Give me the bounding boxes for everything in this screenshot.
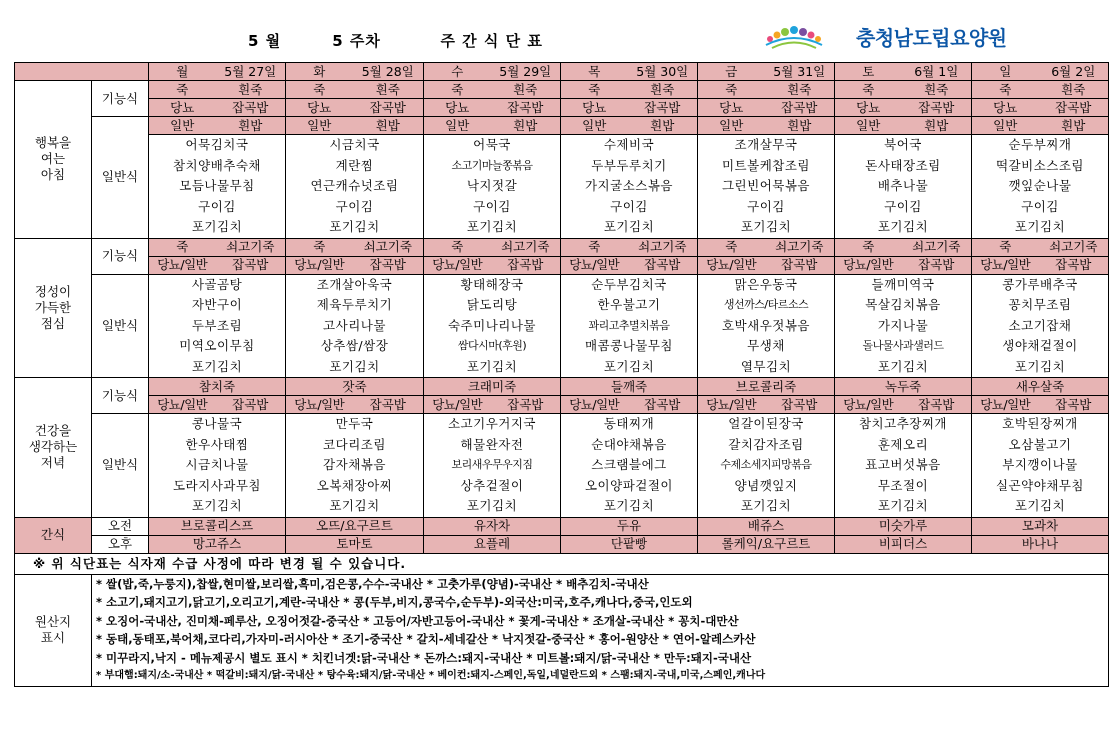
- lunch-menu-cell: [835, 274, 972, 378]
- breakfast-func-type: 당뇨: [698, 99, 765, 117]
- breakfast-func-type: 죽: [698, 81, 765, 99]
- dinner-menu-item: 포기김치: [1014, 498, 1066, 513]
- breakfast-menu-item: 조개살무국: [734, 137, 798, 152]
- dinner-menu-cell: [835, 414, 972, 518]
- lunch-func-type: 당뇨/일반: [835, 256, 902, 274]
- breakfast-menu-item: 떡갈비소스조림: [995, 157, 1085, 173]
- lunch-menu-item: 상추쌈/쌈장: [320, 338, 389, 353]
- snack-am-item: 미숫가루: [835, 517, 972, 535]
- lunch-func-type: 죽: [286, 238, 353, 256]
- lunch-menu-cell: [424, 274, 561, 378]
- breakfast-menu-cell: [972, 135, 1109, 239]
- lunch-menu-item: 포기김치: [603, 358, 655, 374]
- dinner-menu-item: 포기김치: [329, 498, 380, 513]
- lunch-func-value: 쇠고기죽: [765, 238, 835, 256]
- lunch-menu-item: 숙주미나리나물: [447, 317, 537, 333]
- dinner-menu-item: 부지깽이나물: [1002, 457, 1078, 472]
- dinner-menu-cell: [972, 414, 1109, 518]
- lunch-func-value: 쇠고기죽: [491, 238, 561, 256]
- dinner-func-value: 잡곡밥: [491, 396, 561, 414]
- lunch-menu-cell: [286, 274, 424, 378]
- breakfast-general-value: 흰밥: [1039, 117, 1109, 135]
- snack-am-item: 배쥬스: [698, 517, 835, 535]
- lunch-func-type: 죽: [149, 238, 216, 256]
- breakfast-menu-item: 북어국: [884, 137, 922, 152]
- lunch-func-value: 잡곡밥: [902, 256, 972, 274]
- lunch-menu-item: 한우불고기: [597, 297, 661, 312]
- dinner-menu-item: 훈제오리: [877, 436, 929, 452]
- dinner-menu-item: 갈치감자조림: [728, 436, 804, 452]
- lunch-menu-item: 소고기잡채: [1008, 317, 1072, 333]
- breakfast-func-type: 당뇨: [149, 99, 216, 117]
- dinner-label-line: 건강을: [34, 423, 72, 439]
- breakfast-func-type: 죽: [424, 81, 491, 99]
- breakfast-menu-item: 구이김: [610, 198, 648, 214]
- logo-text: 충청남도립요양원: [856, 26, 1007, 50]
- lunch-menu-item: 제육두루치기: [316, 297, 393, 312]
- day-date: 5월 30일: [628, 63, 698, 81]
- dinner-func-value: 잡곡밥: [765, 396, 835, 414]
- dinner-menu-item: 포기김치: [191, 498, 243, 513]
- breakfast-general-type: 일반: [835, 117, 902, 135]
- snack-am-item: 브로콜리스프: [149, 517, 286, 535]
- dinner-menu-item: 포기김치: [603, 498, 655, 513]
- dinner-func-type: 당뇨/일반: [149, 396, 216, 414]
- breakfast-general-value: 흰밥: [216, 117, 286, 135]
- breakfast-func-type: 당뇨: [972, 99, 1039, 117]
- breakfast-menu-item: 포기김치: [329, 219, 380, 234]
- breakfast-func-type: 죽: [149, 81, 216, 99]
- breakfast-menu-item: 구이김: [884, 198, 922, 214]
- dinner-menu-cell: [698, 414, 835, 518]
- dinner-menu-item: 오이양파겉절이: [584, 477, 674, 493]
- lunch-menu-item: 두부조림: [191, 317, 243, 333]
- lunch-menu-item: 맑은우동국: [734, 276, 798, 292]
- dinner-menu-cell: [286, 414, 424, 518]
- day-name: 금: [698, 63, 765, 81]
- breakfast-menu-item: 모듬나물무침: [179, 178, 255, 193]
- logo: [762, 22, 1007, 51]
- origin-line: * 쌀(밥,죽,누룽지),찹쌀,현미쌀,보리쌀,흑미,검은콩,수수-국내산 * 고춧가루(양념)-국내산 * 배추김치-국내산: [96, 576, 649, 591]
- dinner-func-value: 잡곡밥: [902, 396, 972, 414]
- dinner-menu-cell: [149, 414, 286, 518]
- breakfast-menu-item: 구이김: [1021, 198, 1059, 214]
- day-name: 목: [561, 63, 628, 81]
- lunch-menu-item: 황태해장국: [460, 276, 524, 292]
- snack-pm-item: 롤케익/요구르트: [698, 535, 835, 553]
- breakfast-menu-item: 미트볼케찹조림: [721, 157, 811, 173]
- breakfast-menu-item: 수제비국: [603, 137, 655, 152]
- breakfast-menu-cell: [286, 135, 424, 239]
- lunch-menu-cell: [149, 274, 286, 378]
- dinner-porridge: 잣죽: [286, 378, 424, 396]
- dinner-menu-item: 해물완자전: [460, 436, 524, 452]
- dinner-menu-item: 한우사태찜: [185, 436, 249, 452]
- lunch-menu-item: 무생채: [747, 338, 785, 353]
- breakfast-func-type: 당뇨: [561, 99, 628, 117]
- breakfast-func-type: 죽: [286, 81, 353, 99]
- lunch-menu-item: 꽈리고추멸치볶음: [588, 318, 670, 332]
- lunch-func-type: 죽: [561, 238, 628, 256]
- dinner-func-type: 당뇨/일반: [972, 396, 1039, 414]
- dinner-menu-item: 시금치나물: [185, 457, 249, 472]
- lunch-func-type: 죽: [972, 238, 1039, 256]
- lunch-label-line: 가득한: [34, 299, 72, 315]
- breakfast-func-value: 잡곡밥: [491, 99, 561, 117]
- lunch-menu-item: 포기김치: [191, 358, 243, 374]
- day-date: 6월 2일: [1039, 63, 1109, 81]
- snack-pm-item: 단팥빵: [561, 535, 698, 553]
- lunch-func-type: 당뇨/일반: [149, 256, 216, 274]
- dinner-menu-item: 수제소세지피망볶음: [720, 458, 812, 471]
- lunch-menu-item: 사골곰탕: [191, 276, 243, 292]
- snack-pm-item: 비피더스: [835, 535, 972, 553]
- lunch-menu-item: 가지나물: [877, 317, 929, 333]
- snack-pm-label: 오후: [92, 535, 149, 553]
- dinner-func-type: 당뇨/일반: [424, 396, 491, 414]
- header: [0, 0, 1111, 62]
- breakfast-func-value: 잡곡밥: [353, 99, 424, 117]
- breakfast-func-value: 흰죽: [765, 81, 835, 99]
- lunch-func-type: 죽: [835, 238, 902, 256]
- dinner-menu-item: 참치고추장찌개: [858, 416, 948, 431]
- origin-label: [15, 574, 92, 686]
- lunch-menu-item: 미역오이무침: [179, 338, 255, 353]
- breakfast-menu-item: 가지굴소스볶음: [584, 178, 674, 193]
- day-name: 수: [424, 63, 491, 81]
- lunch-func-value: 잡곡밥: [491, 256, 561, 274]
- dinner-menu-item: 오복채장아찌: [316, 477, 393, 493]
- lunch-general-label: 일반식: [92, 274, 149, 378]
- breakfast-menu-item: 계란찜: [335, 157, 374, 173]
- origin-line: * 미꾸라지,낙지 - 메뉴제공시 별도 표시 * 치킨너겟:닭-국내산 * 돈까스:돼지-국내산 * 미트볼:돼지/닭-국내산 * 만두:돼지-국내산: [96, 650, 752, 665]
- breakfast-label-line: 여는: [40, 151, 66, 167]
- breakfast-menu-item: 포기김치: [1014, 219, 1066, 234]
- lunch-menu-item: 포기김치: [329, 358, 380, 374]
- lunch-func-value: 잡곡밥: [628, 256, 698, 274]
- breakfast-menu-item: 깻잎순나물: [1008, 178, 1072, 193]
- lunch-menu-item: 생선까스/타르소스: [723, 298, 809, 311]
- origin-text: [92, 574, 1109, 686]
- breakfast-menu-item: 돈사태장조림: [865, 157, 941, 173]
- breakfast-func-value: 흰죽: [216, 81, 286, 99]
- lunch-func-value: 잡곡밥: [353, 256, 424, 274]
- lunch-func-type: 당뇨/일반: [561, 256, 628, 274]
- lunch-func-value: 쇠고기죽: [1039, 238, 1109, 256]
- breakfast-func-value: 흰죽: [491, 81, 561, 99]
- breakfast-func-value: 잡곡밥: [765, 99, 835, 117]
- lunch-menu-item: 생야채겉절이: [1002, 338, 1078, 353]
- breakfast-menu-item: 구이김: [747, 198, 785, 214]
- breakfast-menu-item: 포기김치: [877, 219, 929, 234]
- colorful-people-logo-icon: [762, 23, 854, 51]
- breakfast-label-line: 아침: [40, 167, 66, 183]
- corner-cell: [15, 63, 149, 81]
- lunch-menu-cell: [698, 274, 835, 378]
- snack-pm-item: 바나나: [972, 535, 1109, 553]
- dinner-menu-item: 순대야채볶음: [591, 436, 667, 452]
- day-name: 토: [835, 63, 902, 81]
- lunch-menu-item: 포기김치: [466, 358, 518, 374]
- lunch-menu-item: 꽁치무조림: [1008, 297, 1072, 312]
- breakfast-func-value: 흰죽: [1039, 81, 1109, 99]
- lunch-label-line: 점심: [40, 315, 66, 331]
- lunch-menu-item: 닭도리탕: [466, 297, 518, 312]
- breakfast-func-value: 흰죽: [628, 81, 698, 99]
- breakfast-menu-item: 소고기마늘쫑볶음: [451, 158, 533, 172]
- snack-am-item: 오뜨/요구르트: [286, 517, 424, 535]
- dinner-func-label: 기능식: [92, 378, 149, 414]
- dinner-func-value: 잡곡밥: [628, 396, 698, 414]
- breakfast-menu-item: 구이김: [335, 198, 374, 214]
- lunch-label: [15, 238, 92, 378]
- dinner-menu-item: 소고기우거지국: [447, 416, 537, 431]
- page-title: [248, 30, 543, 51]
- lunch-func-value: 잡곡밥: [1039, 256, 1109, 274]
- dinner-menu-item: 감자채볶음: [323, 457, 386, 472]
- breakfast-menu-cell: [424, 135, 561, 239]
- breakfast-general-type: 일반: [561, 117, 628, 135]
- breakfast-menu-cell: [561, 135, 698, 239]
- lunch-menu-item: 호박새우젓볶음: [721, 317, 811, 333]
- lunch-menu-cell: [972, 274, 1109, 378]
- dinner-menu-item: 포기김치: [740, 498, 792, 513]
- breakfast-func-type: 당뇨: [424, 99, 491, 117]
- breakfast-menu-item: 어묵김치국: [185, 137, 249, 152]
- dinner-func-type: 당뇨/일반: [286, 396, 353, 414]
- breakfast-general-value: 흰밥: [628, 117, 698, 135]
- breakfast-menu-item: 배추나물: [877, 178, 929, 193]
- dinner-label-line: 생각하는: [28, 439, 78, 455]
- lunch-menu-item: 목살김치볶음: [865, 297, 941, 312]
- breakfast-general-type: 일반: [149, 117, 216, 135]
- dinner-menu-item: 동태찌개: [603, 416, 655, 431]
- breakfast-func-value: 잡곡밥: [902, 99, 972, 117]
- day-date: 6월 1일: [902, 63, 972, 81]
- lunch-func-type: 당뇨/일반: [698, 256, 765, 274]
- lunch-func-type: 죽: [424, 238, 491, 256]
- menu-table: [14, 62, 1109, 687]
- breakfast-menu-item: 시금치국: [329, 137, 380, 152]
- snack-am-item: 모과차: [972, 517, 1109, 535]
- origin-label-line: 원산지: [34, 614, 72, 629]
- title-month: 5 월: [248, 32, 282, 50]
- breakfast-func-value: 잡곡밥: [216, 99, 286, 117]
- breakfast-func-value: 잡곡밥: [1039, 99, 1109, 117]
- dinner-menu-item: 도라지사과무침: [172, 477, 262, 493]
- lunch-func-value: 쇠고기죽: [353, 238, 424, 256]
- dinner-porridge: 들깨죽: [561, 378, 698, 396]
- breakfast-menu-item: 참치양배추숙채: [172, 157, 262, 173]
- dinner-menu-item: 무조절이: [877, 477, 929, 493]
- origin-line: * 부대햄:돼지/소-국내산 * 떡갈비:돼지/닭-국내산 * 탕수육:돼지/닭-국내산 * 베이컨:돼지-스페인,독일,네덜란드외 * 스팸:돼지-국내,미국,스페인,캐나다: [96, 670, 766, 681]
- dinner-menu-item: 얼갈이된장국: [728, 416, 804, 431]
- lunch-func-type: 당뇨/일반: [286, 256, 353, 274]
- snack-pm-item: 토마토: [286, 535, 424, 553]
- breakfast-menu-item: 구이김: [473, 198, 511, 214]
- lunch-func-value: 잡곡밥: [216, 256, 286, 274]
- dinner-menu-item: 표고버섯볶음: [865, 457, 941, 472]
- dinner-menu-item: 보리새우무우지짐: [451, 458, 533, 471]
- breakfast-general-label: 일반식: [92, 117, 149, 239]
- dinner-label-line: 저녁: [40, 455, 66, 471]
- snack-am-label: 오전: [92, 517, 149, 535]
- breakfast-menu-item: 포기김치: [740, 219, 792, 234]
- lunch-menu-item: 쌈다시마(후원): [457, 339, 527, 352]
- breakfast-func-type: 죽: [835, 81, 902, 99]
- lunch-menu-item: 매콤콩나물무침: [584, 338, 674, 353]
- lunch-menu-item: 들깨미역국: [871, 276, 935, 292]
- snack-pm-item: 요플레: [424, 535, 561, 553]
- breakfast-menu-item: 연근캐슈넛조림: [310, 178, 399, 193]
- breakfast-func-type: 죽: [561, 81, 628, 99]
- lunch-func-value: 쇠고기죽: [216, 238, 286, 256]
- breakfast-menu-item: 낙지젓갈: [466, 178, 518, 193]
- breakfast-menu-item: 어묵국: [473, 137, 511, 152]
- breakfast-func-type: 당뇨: [286, 99, 353, 117]
- snack-am-item: 유자차: [424, 517, 561, 535]
- origin-line: * 오징어-국내산, 진미채-페루산, 오징어젓갈-중국산 * 고등어/자반고등어-국내산 * 꽃게-국내산 * 조개살-국내산 * 꽁치-대만산: [96, 613, 739, 628]
- dinner-menu-item: 만두국: [335, 416, 374, 431]
- dinner-func-type: 당뇨/일반: [835, 396, 902, 414]
- dinner-menu-item: 양념깻잎지: [734, 477, 798, 493]
- dinner-menu-item: 실곤약야채무침: [995, 477, 1085, 493]
- dinner-menu-item: 오삼불고기: [1008, 436, 1072, 452]
- day-name: 월: [149, 63, 216, 81]
- breakfast-label-line: 행복을: [34, 135, 72, 151]
- dinner-func-type: 당뇨/일반: [561, 396, 628, 414]
- lunch-menu-item: 자반구이: [191, 297, 243, 312]
- breakfast-menu-cell: [149, 135, 286, 239]
- lunch-label-line: 정성이: [34, 283, 72, 299]
- dinner-porridge: 브로콜리죽: [698, 378, 835, 396]
- origin-line: * 소고기,돼지고기,닭고기,오리고기,계란-국내산 * 콩(두부,비지,콩국수,순두부)-외국산:미국,호주,캐나다,중국,인도외: [96, 595, 693, 609]
- lunch-menu-item: 조개살아욱국: [316, 276, 393, 292]
- day-name: 화: [286, 63, 353, 81]
- lunch-menu-item: 콩가루배추국: [1002, 276, 1078, 292]
- day-date: 5월 31일: [765, 63, 835, 81]
- dinner-menu-item: 포기김치: [466, 498, 518, 513]
- lunch-func-value: 쇠고기죽: [902, 238, 972, 256]
- title-name: 주 간 식 단 표: [440, 32, 543, 50]
- dinner-porridge: 크래미죽: [424, 378, 561, 396]
- breakfast-menu-item: 순두부찌개: [1008, 137, 1072, 152]
- lunch-menu-item: 돌나물사과샐러드: [862, 339, 944, 352]
- breakfast-general-value: 흰밥: [902, 117, 972, 135]
- lunch-menu-item: 포기김치: [877, 358, 929, 374]
- breakfast-func-value: 흰죽: [353, 81, 424, 99]
- breakfast-general-type: 일반: [972, 117, 1039, 135]
- breakfast-general-type: 일반: [698, 117, 765, 135]
- day-date: 5월 28일: [353, 63, 424, 81]
- dinner-menu-item: 호박된장찌개: [1002, 416, 1078, 431]
- origin-label-line: 표시: [40, 630, 66, 645]
- dinner-menu-item: 포기김치: [877, 498, 929, 513]
- dinner-porridge: 참치죽: [149, 378, 286, 396]
- breakfast-func-type: 죽: [972, 81, 1039, 99]
- lunch-func-type: 당뇨/일반: [972, 256, 1039, 274]
- breakfast-general-value: 흰밥: [765, 117, 835, 135]
- breakfast-menu-item: 포기김치: [191, 219, 243, 234]
- lunch-menu-item: 고사리나물: [323, 317, 386, 333]
- dinner-menu-item: 콩나물국: [191, 416, 243, 431]
- breakfast-general-value: 흰밥: [491, 117, 561, 135]
- breakfast-menu-item: 그린빈어묵볶음: [721, 178, 811, 193]
- breakfast-menu-cell: [698, 135, 835, 239]
- origin-line: * 동태,동태포,북어채,코다리,가자미-러시아산 * 조기-중국산 * 갈치-세네갈산 * 낙지젓갈-중국산 * 홍어-원양산 * 연어-알레스카산: [96, 632, 756, 646]
- snack-label: 간식: [15, 517, 92, 553]
- dinner-general-label: 일반식: [92, 414, 149, 518]
- lunch-menu-cell: [561, 274, 698, 378]
- breakfast-label: [15, 81, 92, 239]
- dinner-func-value: 잡곡밥: [353, 396, 424, 414]
- breakfast-general-type: 일반: [424, 117, 491, 135]
- breakfast-func-label: 기능식: [92, 81, 149, 117]
- breakfast-menu-item: 두부두루치기: [591, 157, 667, 173]
- day-date: 5월 27일: [216, 63, 286, 81]
- breakfast-func-type: 당뇨: [835, 99, 902, 117]
- lunch-func-type: 죽: [698, 238, 765, 256]
- breakfast-func-value: 흰죽: [902, 81, 972, 99]
- dinner-func-value: 잡곡밥: [216, 396, 286, 414]
- dinner-menu-cell: [424, 414, 561, 518]
- lunch-menu-item: 순두부김치국: [591, 276, 667, 292]
- breakfast-general-type: 일반: [286, 117, 353, 135]
- breakfast-func-value: 잡곡밥: [628, 99, 698, 117]
- snack-pm-item: 망고쥬스: [149, 535, 286, 553]
- dinner-label: [15, 378, 92, 518]
- lunch-func-label: 기능식: [92, 238, 149, 274]
- breakfast-menu-item: 포기김치: [603, 219, 655, 234]
- day-date: 5월 29일: [491, 63, 561, 81]
- day-name: 일: [972, 63, 1039, 81]
- dinner-func-value: 잡곡밥: [1039, 396, 1109, 414]
- breakfast-menu-cell: [835, 135, 972, 239]
- breakfast-menu-item: 구이김: [198, 198, 236, 214]
- dinner-menu-cell: [561, 414, 698, 518]
- dinner-menu-item: 코다리조림: [323, 436, 386, 452]
- dinner-menu-item: 상추겉절이: [460, 477, 524, 493]
- lunch-func-type: 당뇨/일반: [424, 256, 491, 274]
- title-week: 5 주차: [332, 32, 381, 50]
- dinner-porridge: 녹두죽: [835, 378, 972, 396]
- lunch-menu-item: 열무김치: [740, 358, 792, 374]
- snack-am-item: 두유: [561, 517, 698, 535]
- lunch-menu-item: 포기김치: [1014, 358, 1066, 374]
- dinner-porridge: 새우살죽: [972, 378, 1109, 396]
- breakfast-menu-item: 포기김치: [466, 219, 518, 234]
- lunch-func-value: 잡곡밥: [765, 256, 835, 274]
- lunch-func-value: 쇠고기죽: [628, 238, 698, 256]
- dinner-func-type: 당뇨/일반: [698, 396, 765, 414]
- notice-text: ※ 위 식단표는 식자재 수급 사정에 따라 변경 될 수 있습니다.: [15, 553, 1109, 574]
- breakfast-general-value: 흰밥: [353, 117, 424, 135]
- dinner-menu-item: 스크램블에그: [591, 457, 667, 472]
